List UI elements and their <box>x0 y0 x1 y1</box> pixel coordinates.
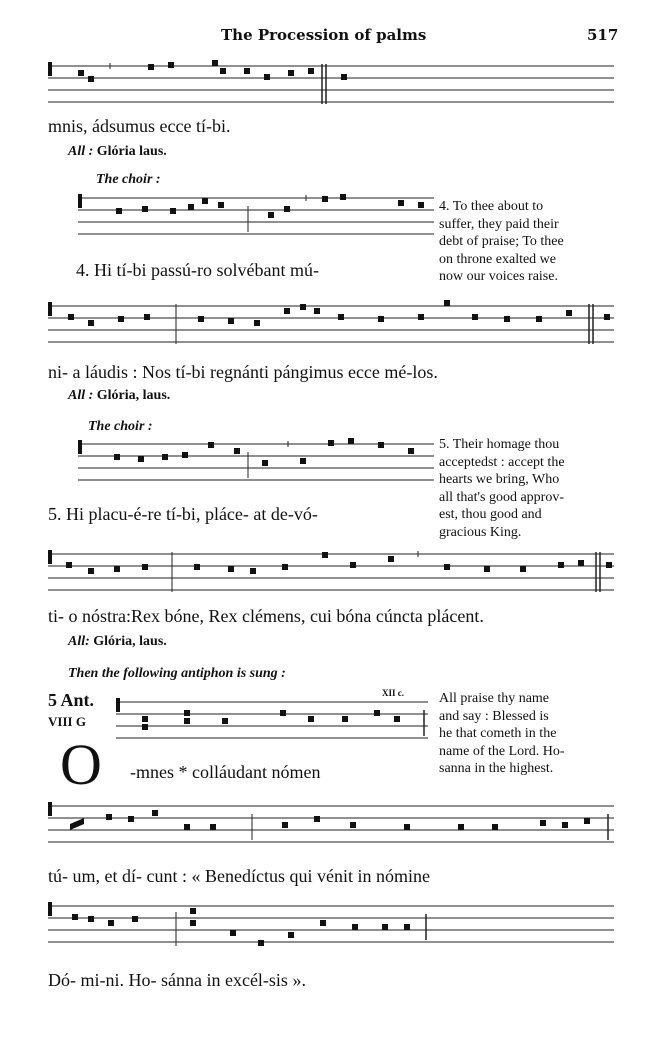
rubric: The choir : <box>96 172 161 187</box>
translation-line: acceptedst : accept the <box>439 454 565 470</box>
translation-line: now our voices raise. <box>439 269 558 284</box>
translation-line: suffer, they paid their <box>439 216 559 232</box>
response-line <box>68 144 167 160</box>
translation <box>439 198 615 286</box>
translation <box>439 436 615 541</box>
chant-staff <box>116 696 428 742</box>
response-line <box>68 388 170 404</box>
translation-line: All praise thy name <box>439 691 550 706</box>
translation-line: on throne exalted we <box>439 251 557 267</box>
response-text: Glória, laus. <box>89 634 167 649</box>
antiphon-number: 5 <box>48 690 57 710</box>
initial-letter: O <box>60 732 102 797</box>
translation-line: sanna in the highest. <box>439 761 554 776</box>
antiphon-abbrev: Ant. <box>60 690 95 710</box>
response-text: Glória, laus. <box>93 388 171 403</box>
antiphon-label <box>48 690 94 711</box>
antiphon-mode: VIII G <box>48 714 86 729</box>
lyric-line: ti- o nóstra:Rex bóne, Rex clémens, cui bóna cúncta plácent. <box>48 606 484 626</box>
translation-line: est, thou good and <box>439 507 542 522</box>
lyric-line: tú- um, et dí- cunt : « Benedíctus qui vénit in nómine <box>48 866 430 886</box>
chant-staff <box>48 800 614 848</box>
century-marker: XII c. <box>382 688 404 698</box>
lyric-line: Dó- mi-ni. Ho- sánna in excél-sis ». <box>48 970 306 990</box>
lyric-line: -mnes * colláudant nómen <box>130 762 321 782</box>
translation-line: he that cometh in the <box>439 726 557 741</box>
lyric-line: ni- a láudis : Nos tí-bi regnánti pángimus ecce mé-los. <box>48 362 438 382</box>
translation <box>439 690 615 778</box>
response-text: Glória laus. <box>93 144 167 159</box>
translation-line: and say : Blessed is <box>439 708 549 724</box>
chant-staff <box>48 900 614 952</box>
translation-line: hearts we bring, Who <box>439 472 560 487</box>
rubric: Then the following antiphon is sung : <box>68 666 286 681</box>
chant-staff <box>78 438 434 484</box>
chant-staff <box>48 300 614 348</box>
chant-staff <box>48 60 614 108</box>
lyric-line: 4. Hi tí-bi passú-ro solvébant mú- <box>76 260 319 280</box>
response-line <box>68 634 167 650</box>
translation-line: 5. Their homage thou <box>439 437 560 452</box>
translation-line: name of the Lord. Ho- <box>439 743 565 759</box>
lyric-line: mnis, ádsumus ecce tí-bi. <box>48 116 231 136</box>
response-speaker: All : <box>68 144 94 159</box>
running-head: The Procession of palms <box>221 26 427 44</box>
page-number: 517 <box>587 26 619 44</box>
lyric-line: 5. Hi placu-é-re tí-bi, pláce- at de-vó- <box>48 504 318 524</box>
translation-line: all that's good approv- <box>439 489 564 505</box>
translation-line: debt of praise; To thee <box>439 234 564 249</box>
translation-line: 4. To thee about to <box>439 199 544 214</box>
response-speaker: All : <box>68 388 94 403</box>
chant-staff <box>78 192 434 238</box>
chant-staff <box>48 548 614 596</box>
rubric: The choir : <box>88 419 153 434</box>
response-speaker: All: <box>68 634 90 649</box>
translation-line: gracious King. <box>439 524 522 540</box>
